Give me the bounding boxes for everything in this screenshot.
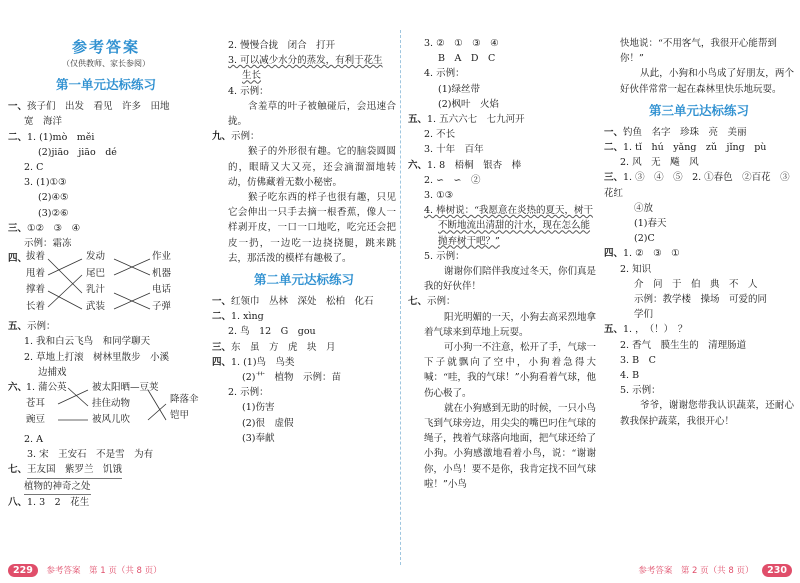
page-subtitle: （仅供教师、家长参阅） <box>62 59 150 68</box>
answer-line: (1)春天 <box>634 218 667 230</box>
answer-line: 3. ② ① ③ ④ <box>424 38 499 49</box>
answer-line: 二、1. xìng <box>212 311 264 323</box>
answer-line: 四、1. (1)鸟 鸟类 <box>212 356 295 368</box>
answer-paragraph: 含羞草的叶子被触碰后，会迅速合拢。 <box>228 100 396 128</box>
footer-left-label: 参考答案 第 1 页（共 8 页） <box>46 566 162 576</box>
answer-paragraph: 就在小狗感到无助的时候，一只小鸟飞到气球旁边，用尖尖的嘴巴叼住气球的绳子，拽着气球落向地面，把气球还给了小狗。小狗感激地看着小鸟，说：“谢谢你，小鸟！要不是你，我肯定找不回气球啦！”小鸟 <box>424 402 597 490</box>
answer-line: 2. C <box>24 162 44 174</box>
column-3 <box>408 36 596 492</box>
answer-paragraph: 猴子吃东西的样子也很有趣，只见它会伸出一只手去摘一根香蕉，像人一样剥开皮，一口一口地吃，吃完还会把皮一扔，一边吃一边挠挠腿，跳来跳去，那活泼的模样有趣极了。 <box>228 192 396 264</box>
match-left-item: 拔着 <box>26 251 46 263</box>
answer-line: 3. (1)①③ <box>24 177 67 189</box>
page-number-right: 230 <box>762 564 792 577</box>
answer-paragraph: 爷爷，谢谢您带我认识蔬菜，还耐心教我保护蔬菜，我很开心！ <box>620 400 794 427</box>
page-gutter <box>400 30 401 565</box>
match-left-item: 长着 <box>26 300 46 312</box>
question-number: 四、 <box>8 253 28 265</box>
answer-line: 1. 我和白云飞鸟 和同学聊天 <box>24 336 151 348</box>
answer-line: 4. B <box>620 370 640 382</box>
answer-line: 4. 示例： <box>228 85 269 97</box>
answer-line: (2)④⑤ <box>38 192 69 204</box>
answer-line: 5. 示例： <box>424 250 465 262</box>
match-left-item: 1. 蒲公英 <box>26 382 67 394</box>
footer-right <box>638 564 792 577</box>
answer-line: 宽 海洋 <box>24 116 63 128</box>
answer-line: 2. 知识 <box>620 263 652 275</box>
answer-line: 五、示例： <box>8 321 56 333</box>
answer-line: 2. 香气 膜生生的 清理肠道 <box>620 339 747 351</box>
answer-line: 二、1. tǐ hú yǎng zǔ jǐng pù <box>604 142 767 154</box>
answer-line: 3. 宋 王安石 不是雪 为有 <box>27 449 154 461</box>
footer-left <box>8 564 162 577</box>
answer-line: 介 问 于 伯 典 不 人 <box>634 278 758 290</box>
answer-line: B A D C <box>438 53 496 65</box>
match-right-item: 铠甲 <box>170 410 190 422</box>
answer-line: 示例：教学楼 操场 可爱的同 <box>634 294 768 306</box>
answer-paragraph: 快地说：“不用客气，我很开心能帮到你！” <box>620 38 777 65</box>
answer-paragraph: 猴子的外形很有趣。它的脑袋圆圆的，眼睛又大又亮，还会滴溜溜地转动，仿佛藏着无数小秘密。 <box>228 146 396 188</box>
answer-line: 2. 慢慢合拢 闭合 打开 <box>228 40 336 51</box>
answer-line: 三、1. ③ ④ ⑤ 2. ①春色 ②百花 ③花红 <box>604 172 790 199</box>
answer-line: 2. ∽ ∽ ② <box>424 174 481 186</box>
answer-line: 九、示例： <box>212 131 260 143</box>
answer-line: 生长 <box>242 70 262 82</box>
answer-line: 2. 草地上打滚 树林里散步 小溪 <box>24 351 170 363</box>
match-right-item: 挂住动物 <box>92 398 131 410</box>
match-left-item: 甩着 <box>26 267 46 279</box>
answer-line: 边捕戏 <box>38 366 67 378</box>
answer-line: 3. ①③ <box>424 190 454 202</box>
answer-line: 学们 <box>634 309 654 321</box>
match-right-item: 被风儿吹 <box>92 414 131 426</box>
answer-line: 抛弃树干吧？” <box>438 235 500 247</box>
match-right-item: 电话 <box>152 284 172 296</box>
answer-paragraph: 阳光明媚的一天，小狗去高采烈地拿着气球来到草地上玩耍。 <box>424 311 597 338</box>
answer-line: 七、王友国 紫罗兰 饥饿 <box>8 462 204 478</box>
answer-line: 示例：霜冻 <box>24 238 72 250</box>
answer-line: (3)奉献 <box>242 432 275 444</box>
match-left-item: 豌豆 <box>26 414 46 426</box>
answer-line: 一、钓鱼 名字 珍珠 亮 美丽 <box>604 126 747 138</box>
match-left-item: 撑着 <box>26 284 46 296</box>
answer-line: 2. 不长 <box>424 129 456 141</box>
answer-line: 2. 示例： <box>228 387 269 399</box>
answer-line: 五、1. ， （！） ？ <box>604 324 688 336</box>
answer-line: 五、1. 五六六七 七九河开 <box>408 114 525 126</box>
answer-line: 二、1. (1)mò měi <box>8 131 95 143</box>
match-left-item: 苍耳 <box>26 398 46 410</box>
answer-paragraph: 可小狗一不注意，松开了手，气球一下子就飘向了空中，小狗着急得大喊：“哇，我的气球！”小狗看着气球，他伤心极了。 <box>424 342 597 399</box>
page-title: 参考答案 <box>71 38 140 56</box>
answer-line: (2)枫叶 火焰 <box>438 98 499 110</box>
column-1 <box>8 30 204 510</box>
answer-line: 2. 鸟 12 G gou <box>228 326 316 338</box>
answer-line: 3. 可以减少水分的蒸发，有利于花生 <box>228 55 383 67</box>
answer-line: (3)②⑥ <box>38 207 69 219</box>
matching-exercise-2 <box>8 380 204 432</box>
answer-line: 2. 风 无 飚 风 <box>620 157 699 169</box>
answer-line: (1)伤害 <box>242 402 275 414</box>
answer-line: 2. A <box>24 434 43 446</box>
footer-right-label: 参考答案 第 2 页（共 8 页） <box>638 566 754 576</box>
answer-line: 七、示例： <box>408 296 456 308</box>
section-unit-2: 第二单元达标练习 <box>253 272 354 288</box>
match-mid-item: 武装 <box>86 300 106 312</box>
answer-line: 植物的神奇之处 <box>8 479 204 495</box>
answer-line: (2)jiāo jiāo dé <box>38 146 117 158</box>
page-number-left: 229 <box>8 564 38 577</box>
section-unit-3: 第三单元达标练习 <box>648 102 749 118</box>
match-mid-item: 发动 <box>86 251 106 263</box>
section-unit-1: 第一单元达标练习 <box>55 77 156 93</box>
matching-exercise-1 <box>8 251 204 319</box>
match-mid-item: 乳汁 <box>86 284 106 296</box>
answer-paragraph: 谢谢你们陪伴我度过冬天，你们真是我的好伙伴！ <box>424 266 597 293</box>
answer-line: 三、东 虽 方 虎 块 月 <box>212 341 336 353</box>
column-2 <box>212 38 396 446</box>
answer-line: 不断地流出清甜的汁水，现在怎么能 <box>438 220 591 232</box>
match-mid-item: 尾巴 <box>86 267 106 279</box>
match-right-item: 降落伞 <box>170 394 199 406</box>
match-right-item: 被太阳晒—豆荚 <box>92 382 159 394</box>
answer-line: 四、1. ② ③ ① <box>604 248 680 260</box>
answer-line: 4. 示例： <box>424 68 465 80</box>
answer-line: 六、1. 8 梧桐 银杏 棒 <box>408 159 522 171</box>
answer-line: (2)艹 植物 示例：苗 <box>242 372 341 384</box>
match-right-item: 机器 <box>152 267 172 279</box>
answer-line: 三、①② ③ ④ <box>8 222 81 234</box>
question-number: 六、 <box>8 382 28 394</box>
answer-line: 3. B C <box>620 354 656 366</box>
answer-line: 4. 棒树说：“我愿意在炎热的夏天，树干 <box>424 205 593 217</box>
answer-line: (2)很 虚假 <box>242 417 294 429</box>
answer-line: 八、1. 3 2 花生 <box>8 496 90 508</box>
column-4 <box>604 36 794 429</box>
answer-line: 5. 示例： <box>620 385 661 397</box>
answer-line: 一、红领巾 丛林 深处 松柏 化石 <box>212 296 374 308</box>
answer-paragraph: 从此，小狗和小鸟成了好朋友，两个好伙伴常常一起在森林里快乐地玩耍。 <box>620 68 794 95</box>
answer-line: (2)C <box>634 233 655 245</box>
answer-line: (1)绿丝带 <box>438 83 480 95</box>
match-right-item: 作业 <box>152 251 172 263</box>
answer-line: 3. 十年 百年 <box>424 144 484 156</box>
answer-line: 一、孩子们 出发 看见 许多 田地 <box>8 101 170 113</box>
matching-lines-1 <box>26 251 206 319</box>
match-right-item: 子弹 <box>152 300 172 312</box>
answer-line: ④放 <box>634 202 654 214</box>
